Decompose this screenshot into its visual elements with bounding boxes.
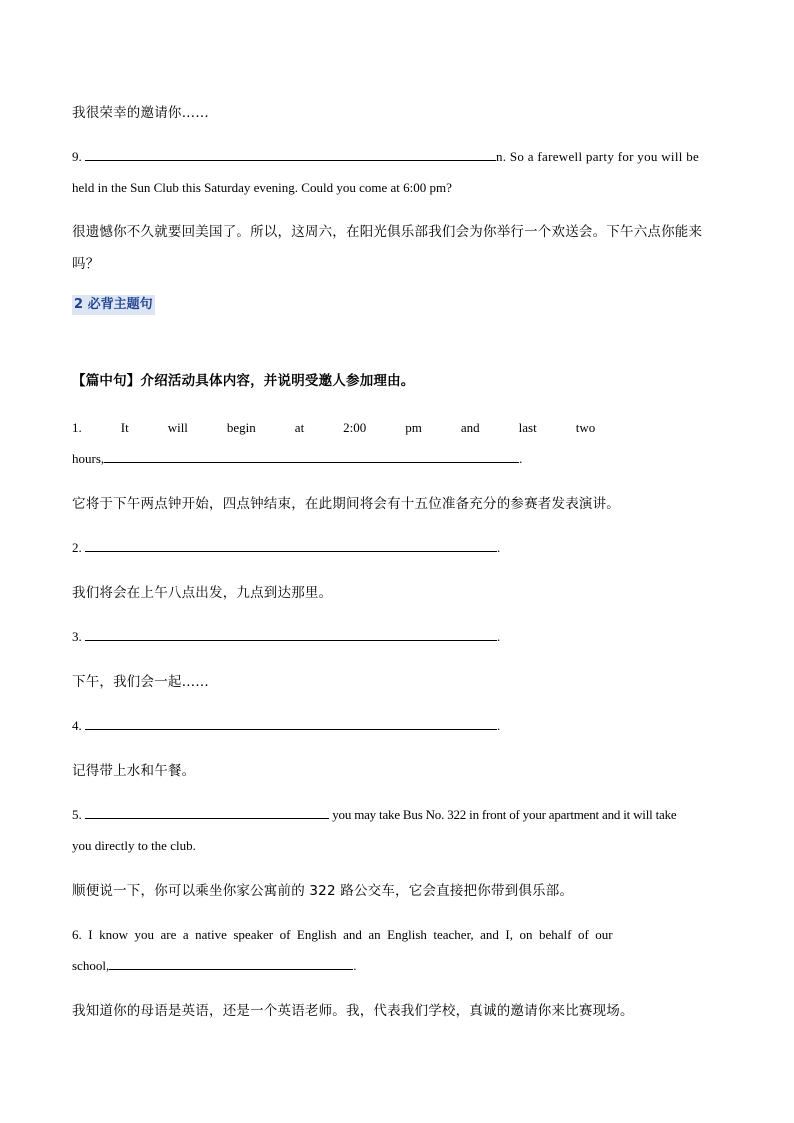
q2-cn: 我们将会在上午八点出发，九点到达那里。 — [72, 585, 333, 601]
q4-end: . — [497, 718, 501, 733]
q5-number: 5. — [72, 807, 82, 822]
q4-cn: 记得带上水和午餐。 — [72, 763, 196, 779]
q9-line2: held in the Sun Club this Saturday evening. Could you come at 6:00 pm? — [72, 180, 452, 195]
q9-tail: n. So a farewell party for you will be — [496, 149, 700, 164]
q6-blank[interactable] — [109, 956, 353, 970]
q5-tail: you may take Bus No. 322 in front of your apartment and it will take — [332, 807, 677, 822]
q1-line2 — [72, 449, 722, 469]
q6-end: . — [353, 958, 357, 973]
q3-cn: 下午，我们会一起…… — [72, 674, 209, 690]
q5-cn: 顺便说一下，你可以乘坐你家公寓前的 322 路公交车，它会直接把你带到俱乐部。 — [72, 883, 574, 899]
q4-blank[interactable] — [85, 716, 497, 730]
q1-cn: 它将于下午两点钟开始，四点钟结束，在此期间将会有十五位准备充分的参赛者发表演讲。 — [72, 496, 620, 512]
q3-number: 3. — [72, 629, 82, 644]
q1-line1: 1. It will begin at 2:00 pm and last two — [72, 420, 596, 435]
q4-number: 4. — [72, 718, 82, 733]
q9-blank[interactable] — [85, 147, 496, 161]
q3-line — [72, 627, 722, 647]
q6-line2 — [72, 956, 722, 976]
q9-line1 — [72, 147, 722, 167]
q5-blank[interactable] — [85, 805, 329, 819]
q2-line — [72, 538, 722, 558]
q9-cn-2: 吗？ — [72, 256, 100, 272]
q3-end: . — [497, 629, 501, 644]
intro-cn: 我很荣幸的邀请你…… — [72, 105, 209, 121]
q9-number: 9. — [72, 149, 82, 164]
q2-end: . — [497, 540, 501, 555]
q9-cn-1: 很遗憾你不久就要回美国了。所以，这周六，在阳光俱乐部我们会为你举行一个欢送会。下午六点你能来 — [72, 224, 703, 240]
q5-line1 — [72, 805, 722, 825]
sub-heading: 【篇中句】介绍活动具体内容，并说明受邀人参加理由。 — [72, 373, 415, 389]
q2-blank[interactable] — [85, 538, 497, 552]
q6-line1: 6. I know you are a native speaker of English and an English teacher, and I, on behalf of our — [72, 927, 613, 942]
q6-prefix: school, — [72, 958, 110, 973]
q4-line — [72, 716, 722, 736]
section-heading: 2 必背主题句 — [72, 295, 155, 315]
q1-blank[interactable] — [104, 449, 519, 463]
q1-end: . — [519, 451, 523, 466]
q3-blank[interactable] — [85, 627, 497, 641]
q2-number: 2. — [72, 540, 82, 555]
q1-prefix: hours, — [72, 451, 105, 466]
q5-line2: you directly to the club. — [72, 838, 196, 853]
q6-cn: 我知道你的母语是英语，还是一个英语老师。我，代表我们学校，真诚的邀请你来比赛现场。 — [72, 1003, 634, 1019]
